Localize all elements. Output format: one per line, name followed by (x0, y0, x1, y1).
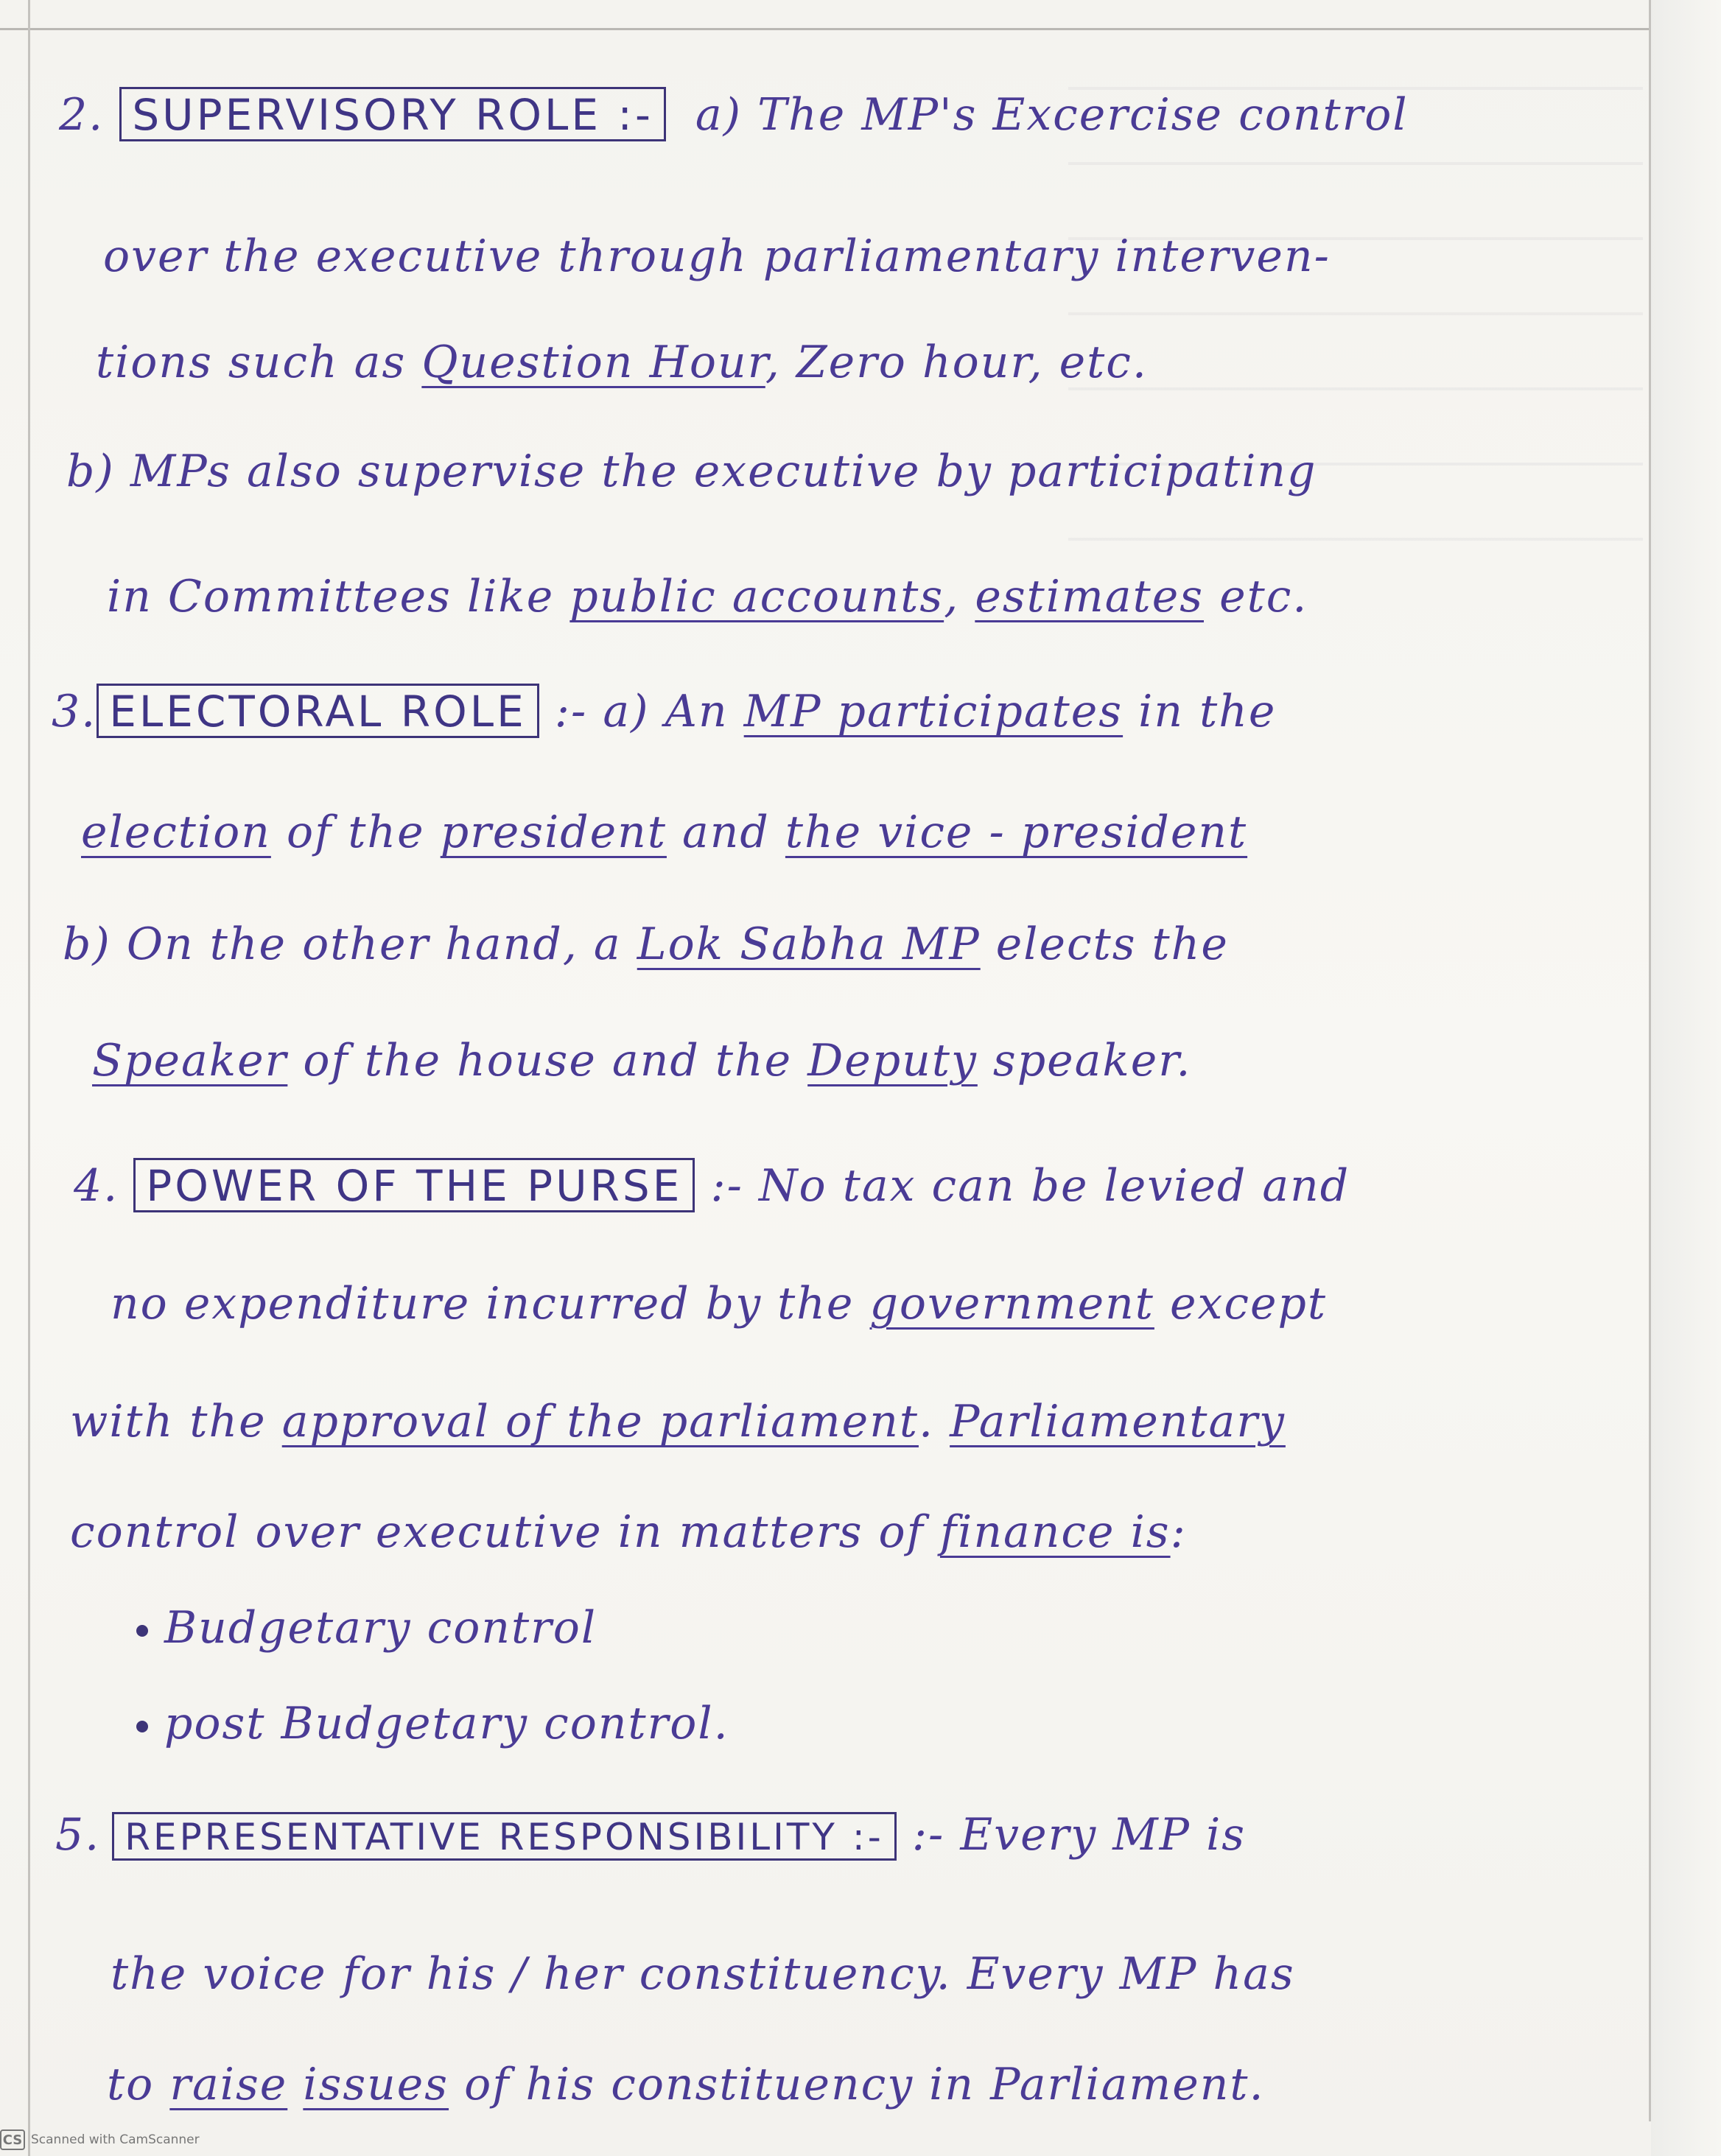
underlined-text: Parliamentary (950, 1396, 1286, 1447)
note-line-9 (92, 1035, 1192, 1086)
underlined-text: Speaker (92, 1035, 288, 1086)
underlined-text: the vice - president (785, 807, 1248, 858)
bullet-icon (136, 1721, 148, 1732)
section-number: 4. (74, 1160, 119, 1212)
underlined-text: Deputy (807, 1035, 978, 1086)
line-text: to (107, 2059, 170, 2110)
bullet-text: Budgetary control (164, 1602, 597, 1654)
underlined-text: finance is (939, 1506, 1171, 1558)
line-text: b) On the other hand, a (63, 919, 637, 970)
underlined-text: government (869, 1278, 1154, 1330)
note-line-3 (96, 337, 1148, 388)
line-text: with the (70, 1396, 282, 1447)
underlined-text: issues (303, 2059, 449, 2110)
page-left-margin-rule (28, 0, 30, 2156)
section-number: 2. (59, 89, 105, 141)
note-line-13 (70, 1506, 1187, 1558)
bullet-icon (136, 1625, 148, 1637)
section-heading-supervisory-role: SUPERVISORY ROLE :- (119, 87, 666, 141)
page-top-rule (0, 28, 1721, 30)
camscanner-watermark (0, 2129, 200, 2151)
note-line-7 (81, 807, 1248, 858)
note-line-14 (136, 1602, 597, 1654)
underlined-text: Question Hour (421, 337, 765, 388)
note-line-8 (63, 919, 1229, 970)
note-line-10 (74, 1158, 1350, 1212)
underlined-text: president (440, 807, 667, 858)
line-text: elects the (980, 919, 1229, 970)
section-number: 3. (52, 686, 97, 737)
note-line-12 (70, 1396, 1286, 1447)
line-text: of the (270, 807, 441, 858)
note-line-5 (107, 571, 1308, 622)
section-number: 5. (55, 1809, 101, 1861)
line-text: the voice for his / her constituency. Every MP has (111, 1948, 1295, 2000)
line-text: . (918, 1396, 950, 1447)
note-line-16 (55, 1809, 1247, 1861)
page-edge (1651, 0, 1721, 2156)
line-text: :- a) An (539, 686, 744, 737)
note-line-11 (111, 1278, 1327, 1330)
line-text: of the house and the (287, 1035, 808, 1086)
note-line-4 (66, 446, 1317, 497)
line-text (287, 2059, 303, 2110)
note-line-2 (103, 231, 1331, 282)
section-heading-power-of-the-purse: POWER OF THE PURSE (133, 1158, 695, 1212)
underlined-text: raise (169, 2059, 288, 2110)
line-text: a) The MP's Excercise control (695, 89, 1409, 141)
line-text: , (944, 571, 975, 622)
underlined-text: public accounts (569, 571, 944, 622)
underlined-text: election (81, 807, 271, 858)
line-text: :- Every MP is (896, 1809, 1247, 1861)
line-text: in the (1123, 686, 1277, 737)
camscanner-logo-icon: CS (0, 2129, 25, 2150)
line-text: speaker. (977, 1035, 1192, 1086)
note-line-6 (52, 684, 1276, 738)
line-text: and (666, 807, 785, 858)
line-text: , Zero hour, etc. (765, 337, 1148, 388)
watermark-text: Scanned with CamScanner (31, 2132, 200, 2147)
line-text: etc. (1204, 571, 1308, 622)
line-text: except (1154, 1278, 1327, 1330)
note-line-18 (107, 2059, 1265, 2110)
line-text: :- No tax can be levied and (695, 1160, 1350, 1212)
note-line-15 (136, 1698, 729, 1749)
line-text: of his constituency in Parliament. (449, 2059, 1265, 2110)
underlined-text: MP participates (743, 686, 1124, 737)
line-text: in Committees like (107, 571, 570, 622)
note-line-1 (59, 87, 1409, 141)
line-text: : (1170, 1506, 1187, 1558)
note-line-17 (111, 1948, 1295, 2000)
line-text: no expenditure incurred by the (111, 1278, 870, 1330)
bullet-text: post Budgetary control. (164, 1698, 729, 1749)
line-text: b) MPs also supervise the executive by participating (66, 446, 1317, 497)
underlined-text: estimates (975, 571, 1204, 622)
line-text: tions such as (96, 337, 422, 388)
section-heading-electoral-role: ELECTORAL ROLE (97, 684, 539, 738)
section-heading-representative-responsibility: REPRESENTATIVE RESPONSIBILITY :- (112, 1812, 897, 1861)
underlined-text: approval of the parliament (281, 1396, 919, 1447)
line-text: over the executive through parliamentary interven- (103, 231, 1331, 282)
underlined-text: Lok Sabha MP (637, 919, 981, 970)
line-text: control over executive in matters of (70, 1506, 940, 1558)
